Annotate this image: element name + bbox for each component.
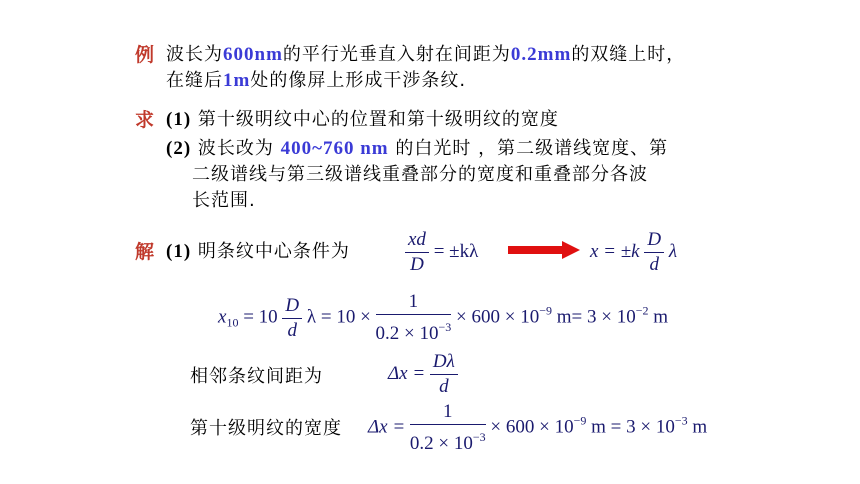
numerator: D <box>282 294 302 319</box>
slit-spacing-value: 0.2mm <box>510 44 572 65</box>
fringe-position-formula <box>590 228 677 277</box>
part-label: (1) <box>166 109 192 130</box>
bright-fringe-condition <box>405 228 478 277</box>
numerator: xd <box>405 228 429 253</box>
numerator: 1 <box>410 400 486 425</box>
eq: = 10 <box>238 306 278 328</box>
denominator: d <box>439 376 449 397</box>
exponent: −9 <box>539 303 553 318</box>
fraction <box>644 228 664 277</box>
fraction <box>430 350 458 399</box>
denominator <box>410 425 486 456</box>
lhs: Δx = <box>368 416 410 438</box>
wavelength-range: 400~760 nm <box>280 138 389 159</box>
denominator: D <box>410 254 424 275</box>
text: 的白光时 ，第二级谱线宽度、第 <box>388 138 669 159</box>
text: 的双缝上时， <box>571 44 686 65</box>
denominator <box>376 315 452 346</box>
lhs: Δx = <box>388 362 430 384</box>
fraction <box>410 400 486 456</box>
solution-part-1 <box>166 237 350 263</box>
fraction <box>376 290 452 346</box>
example-line-2 <box>166 66 466 92</box>
text: × 600 × 10 <box>456 306 540 328</box>
text: 波长改为 <box>191 138 281 159</box>
screen-distance-value: 1m <box>223 70 251 91</box>
spacing-label: 相邻条纹间距为 <box>190 366 323 387</box>
text: m = 3 × 10 <box>586 416 675 438</box>
arrow-right-icon <box>508 241 580 259</box>
example-line-1 <box>166 40 685 66</box>
question-tag: 求 <box>135 109 155 131</box>
question-part-2-line-3: 长范围. <box>192 190 256 211</box>
lambda: λ <box>668 240 678 262</box>
example-tag: 例 <box>135 44 155 66</box>
lhs: x = ±k <box>590 240 640 262</box>
denominator: d <box>649 254 659 275</box>
denominator: d <box>287 319 298 341</box>
exponent: −3 <box>674 413 688 428</box>
exponent: −3 <box>472 430 486 444</box>
part-label: (1) <box>166 241 192 262</box>
text: 在缝后 <box>166 70 223 91</box>
base: 0.2 × 10 <box>409 433 473 454</box>
fraction <box>282 294 302 343</box>
text: m= 3 × 10 <box>552 306 636 328</box>
text: × 600 × 10 <box>490 416 574 438</box>
width-label: 第十级明纹的宽度 <box>190 418 342 439</box>
unit: m <box>687 416 708 438</box>
exponent: −9 <box>573 413 587 428</box>
part-label: (2) <box>166 138 192 159</box>
text: 处的像屏上形成干涉条纹. <box>250 70 467 91</box>
question-part-1 <box>166 105 559 131</box>
text: λ = 10 × <box>306 306 371 328</box>
text: 波长为 <box>166 44 223 65</box>
text: 明条纹中心条件为 <box>191 241 350 262</box>
exponent: −3 <box>438 320 452 334</box>
wavelength-value: 600nm <box>223 44 283 65</box>
fringe-spacing-formula <box>388 350 458 399</box>
tenth-fringe-width <box>368 400 707 456</box>
rhs: = ±kλ <box>433 240 479 262</box>
unit: m <box>648 306 669 328</box>
question-part-2 <box>166 134 668 160</box>
text: 的平行光垂直入射在间距为 <box>282 44 511 65</box>
numerator: D <box>644 228 664 253</box>
numerator: Dλ <box>430 350 458 375</box>
solution-tag: 解 <box>135 241 155 263</box>
numerator: 1 <box>376 290 452 315</box>
fraction <box>405 228 429 277</box>
question-part-2-line-2: 二级谱线与第三级谱线重叠部分的宽度和重叠部分各波 <box>192 164 648 185</box>
base: 0.2 × 10 <box>375 323 439 344</box>
subscript: 10 <box>226 315 239 330</box>
exponent: −2 <box>635 303 649 318</box>
var: x <box>218 306 227 328</box>
text: 第十级明纹中心的位置和第十级明纹的宽度 <box>191 109 559 130</box>
tenth-fringe-position <box>218 290 668 346</box>
